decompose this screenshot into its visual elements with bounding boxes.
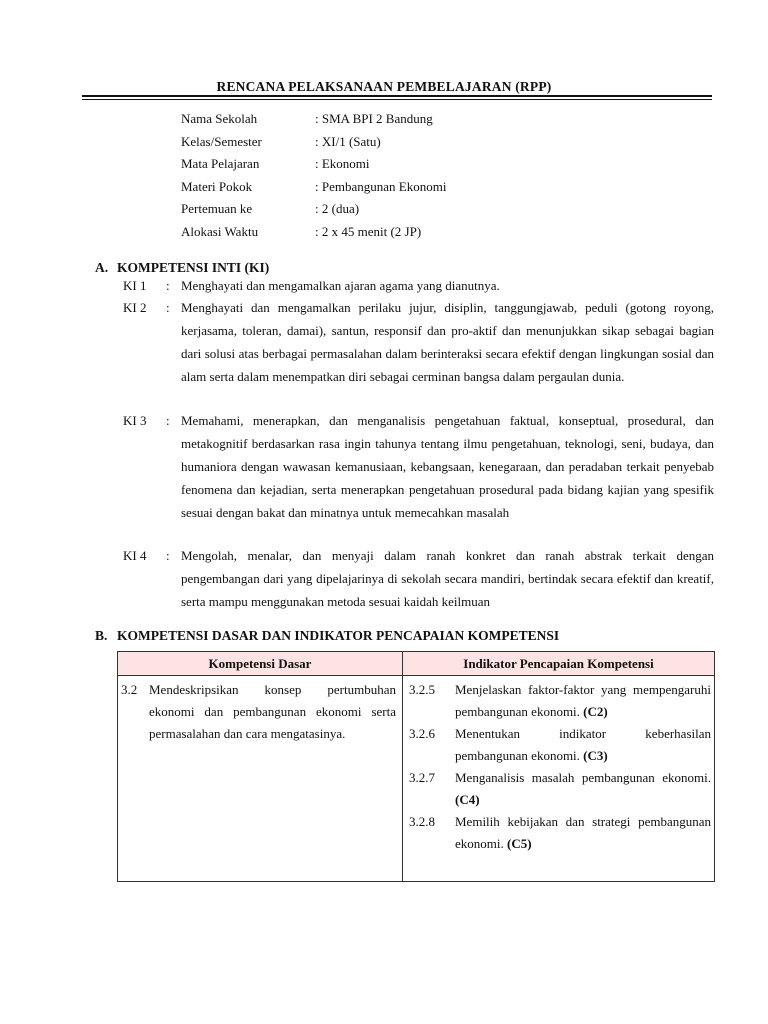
indicator-text: Menjelaskan faktor-faktor yang mempengaruhi pembangunan ekonomi. <box>455 682 711 719</box>
indicator-cell <box>403 676 715 882</box>
section-title: KOMPETENSI DASAR DAN INDIKATOR PENCAPAIAN KOMPETENSI <box>117 628 560 643</box>
indicator-text: Memilih kebijakan dan strategi pembangunan ekonomi. <box>455 814 711 851</box>
section-number: B. <box>95 628 108 643</box>
identity-value: : Ekonomi <box>315 156 370 171</box>
indicator-item <box>409 679 709 723</box>
identity-value: : XI/1 (Satu) <box>315 133 381 149</box>
identity-label: Mata Pelajaran <box>181 156 260 171</box>
identity-value: : 2 x 45 menit (2 JP) <box>315 223 422 239</box>
identity-label: Nama Sekolah <box>181 111 258 126</box>
ki-text: Memahami, menerapkan, dan menganalisis pengetahuan faktual, konseptual, prosedural, dan metakognitif berdasarkan rasa ingin tahunya tentang ilmu pengetahuan, teknologi, seni, budaya, dan humaniora dengan wawasan kemanusiaan, kebangsaan, kenegaraan, dan peradaban terkait penyebab fenomena dan kejadian, serta menerapkan pengetahuan prosedural pada bidang kajian yang spesifik sesuai dengan bakat dan minatnya untuk memecahkan masalah <box>181 413 714 520</box>
section-number: A. <box>95 260 109 275</box>
ki-label: KI 3 <box>123 413 147 428</box>
ki-label: KI 4 <box>123 548 147 563</box>
indicator-number: 3.2.6 <box>409 726 435 741</box>
ki-label: KI 1 <box>123 278 147 293</box>
kd-text: Mendeskripsikan konsep pertumbuhan ekonomi dan pembangunan ekonomi serta permasalahan dan cara mengatasinya. <box>149 682 396 741</box>
section-title: KOMPETENSI INTI (KI) <box>117 260 270 275</box>
cognitive-level: (C5) <box>507 836 532 851</box>
ki-colon: : <box>166 278 170 293</box>
column-header-indicator: Indikator Pencapaian Kompetensi <box>403 652 715 676</box>
ki-text: Menghayati dan mengamalkan perilaku jujur, disiplin, tanggungjawab, peduli (gotong royong, kerjasama, toleran, damai), santun, responsif dan pro-aktif dan menunjukkan sikap sebagai bagian dari solusi atas berbagai permasalahan dalam berinteraksi secara efektif dengan lingkungan sosial dan alam serta dalam menempatkan diri sebagai cerminan bangsa dalam pergaulan dunia. <box>181 300 714 384</box>
section-b-heading <box>95 628 559 644</box>
indicator-item <box>409 723 709 767</box>
document-title: RENCANA PELAKSANAAN PEMBELAJARAN (RPP) <box>216 79 552 94</box>
indicator-number: 3.2.7 <box>409 770 435 785</box>
ki-text: Mengolah, menalar, dan menyaji dalam ranah konkret dan ranah abstrak terkait dengan pengembangan dari yang dipelajarinya di sekolah secara mandiri, bertindak secara efektif dan kreatif, serta mampu menggunakan metoda sesuai kaidah keilmuan <box>181 548 714 609</box>
kd-cell <box>118 676 403 882</box>
table-row <box>118 676 715 882</box>
identity-label: Materi Pokok <box>181 178 253 194</box>
competency-table <box>117 651 715 882</box>
identity-value: : SMA BPI 2 Bandung <box>315 111 433 126</box>
cognitive-level: (C3) <box>583 748 608 763</box>
ki-text: Menghayati dan mengamalkan ajaran agama yang dianutnya. <box>181 278 500 293</box>
column-header-kd: Kompetensi Dasar <box>118 652 403 676</box>
cognitive-level: (C4) <box>455 792 480 807</box>
indicator-number: 3.2.5 <box>409 682 435 697</box>
indicator-number: 3.2.8 <box>409 814 435 829</box>
cognitive-level: (C2) <box>583 704 608 719</box>
ki-colon: : <box>166 413 170 428</box>
kd-number: 3.2 <box>121 682 138 697</box>
indicator-item <box>409 811 709 855</box>
ki-label: KI 2 <box>123 300 147 315</box>
section-a-heading <box>95 260 269 276</box>
identity-label: Alokasi Waktu <box>181 223 259 239</box>
indicator-text: Menentukan indikator keberhasilan pembangunan ekonomi. <box>455 726 711 763</box>
title-rule-thin <box>82 99 712 100</box>
ki-colon: : <box>166 300 170 315</box>
identity-label: Pertemuan ke <box>181 201 253 216</box>
indicator-text: Menganalisis masalah pembangunan ekonomi. <box>455 770 711 785</box>
identity-label: Kelas/Semester <box>181 133 262 149</box>
table-header-row <box>118 652 715 676</box>
ki-colon: : <box>166 548 170 563</box>
identity-value: : 2 (dua) <box>315 201 360 216</box>
indicator-item <box>409 767 709 811</box>
title-rule-thick <box>82 95 712 97</box>
identity-value: : Pembangunan Ekonomi <box>315 178 447 194</box>
